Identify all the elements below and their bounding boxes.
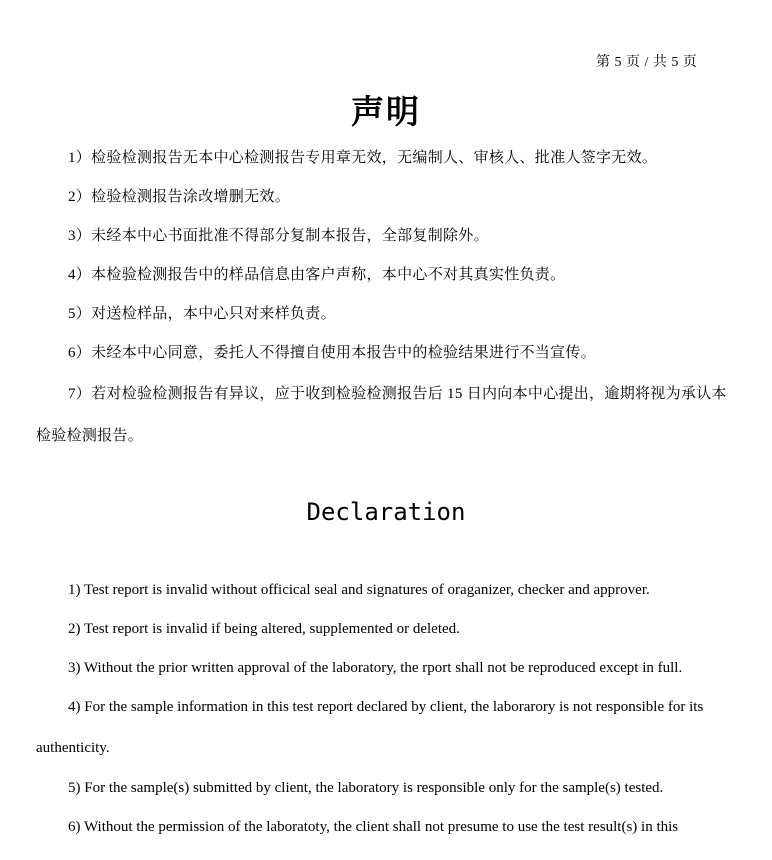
english-clause-1: 1) Test report is invalid without officical seal and signatures of oraganizer, checker and approver.: [68, 582, 650, 598]
chinese-clause-4: 4）本检验检测报告中的样品信息由客户声称，本中心不对其真实性负责。: [68, 267, 566, 283]
chinese-clause-3: 3）未经本中心书面批准不得部分复制本报告，全部复制除外。: [68, 228, 489, 244]
english-clause-5: 5) For the sample(s) submitted by client, the laboratory is responsible only for the sample(s) tested.: [68, 780, 664, 796]
chinese-clause-1: 1）检验检测报告无本中心检测报告专用章无效，无编制人、审核人、批准人签字无效。: [68, 150, 658, 166]
chinese-clause-7: 7）若对检验检测报告有异议，应于收到检验检测报告后 15 日内向本中心提出，逾期将视为承认本检验检测报告。: [36, 386, 727, 444]
english-clause-6: 6) Without the permission of the laboratoty, the client shall not presume to use the test result(s) in this: [68, 819, 679, 835]
chinese-declaration-title: 声明: [351, 95, 421, 131]
chinese-clause-2: 2）检验检测报告涂改增删无效。: [68, 189, 291, 205]
english-declaration-title: Declaration: [306, 498, 466, 526]
english-clause-4: 4) For the sample information in this test report declared by client, the laborarory is not responsible for its authenticity.: [36, 699, 704, 756]
english-clause-2: 2) Test report is invalid if being altered, supplemented or deleted.: [68, 621, 460, 637]
chinese-clause-6: 6）未经本中心同意，委托人不得擅自使用本报告中的检验结果进行不当宣传。: [68, 345, 597, 361]
chinese-clause-5: 5）对送检样品，本中心只对来样负责。: [68, 306, 336, 322]
english-clause-3: 3) Without the prior written approval of the laboratory, the rport shall not be reproduced except in full.: [68, 660, 683, 676]
page-number: 第 5 页 / 共 5 页: [596, 55, 698, 70]
